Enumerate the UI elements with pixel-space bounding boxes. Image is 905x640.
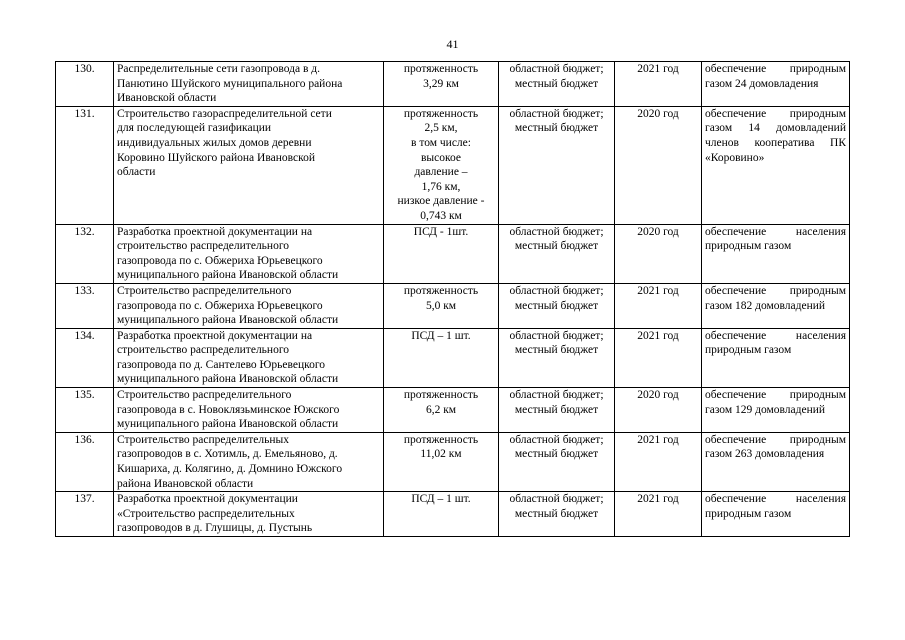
table-row	[56, 224, 850, 283]
cell-line: местный бюджет	[514, 344, 599, 357]
indicator	[384, 283, 499, 328]
cell-line: строительство распределительного	[117, 240, 290, 253]
project-name	[114, 328, 384, 387]
cell-line: местный бюджет	[514, 448, 599, 461]
cell-line: 6,2 км	[425, 403, 457, 416]
cell-line: областной бюджет;	[509, 284, 604, 297]
cell-line: Строительство газораспределительной сети	[117, 107, 332, 120]
cell-line: 0,743 км	[420, 209, 462, 222]
table-row	[56, 62, 850, 107]
cell-line: 5,0 км	[425, 299, 457, 312]
cell-line: муниципального района Ивановской области	[117, 269, 339, 282]
cell-line: Строительство распределительного	[117, 389, 292, 402]
cell-line: местный бюджет	[514, 77, 599, 90]
cell-line: областной бюджет;	[509, 63, 604, 75]
expected-result: обеспечение природным газом 182 домовладений	[702, 283, 850, 328]
cell-line: муниципального района Ивановской области	[117, 373, 339, 386]
cell-line: Разработка проектной документации на	[117, 225, 313, 238]
year: 2021 год	[615, 432, 702, 491]
row-number: 137.	[56, 492, 114, 537]
project-name	[114, 62, 384, 107]
year: 2021 год	[615, 62, 702, 107]
table-row	[56, 283, 850, 328]
project-name	[114, 224, 384, 283]
cell-line: областной бюджет;	[509, 493, 604, 506]
table-row	[56, 432, 850, 491]
row-number: 135.	[56, 388, 114, 433]
cell-line: давление –	[414, 166, 468, 179]
cell-line: Строительство распределительного	[117, 284, 292, 297]
table-row	[56, 492, 850, 537]
cell-line: протяженность	[403, 433, 479, 446]
cell-line: местный бюджет	[514, 240, 599, 253]
year: 2020 год	[615, 388, 702, 433]
funding-source	[499, 283, 615, 328]
cell-line: 1,76 км,	[421, 180, 461, 193]
cell-line: Панютино Шуйского муниципального района	[117, 77, 343, 90]
cell-line: ПСД – 1 шт.	[411, 329, 471, 342]
indicator	[384, 224, 499, 283]
indicator	[384, 328, 499, 387]
expected-result: обеспечение природным газом 129 домовладений	[702, 388, 850, 433]
cell-line: газопровода по с. Обжериха Юрьевецкого	[117, 254, 323, 267]
cell-line: газопровода по с. Обжериха Юрьевецкого	[117, 299, 323, 312]
cell-line: областной бюджет;	[509, 389, 604, 402]
row-number: 134.	[56, 328, 114, 387]
row-number: 132.	[56, 224, 114, 283]
cell-line: газопроводов в д. Глушицы, д. Пустынь	[117, 522, 313, 535]
cell-line: Разработка проектной документации на	[117, 329, 313, 342]
row-number: 136.	[56, 432, 114, 491]
cell-line: газопровода в с. Новоклязьминское Южского	[117, 403, 340, 416]
row-number: 133.	[56, 283, 114, 328]
table-body	[56, 62, 850, 537]
funding-source	[499, 432, 615, 491]
project-name	[114, 432, 384, 491]
cell-line: протяженность	[403, 284, 479, 297]
row-number: 130.	[56, 62, 114, 107]
cell-line: 11,02 км	[420, 448, 462, 461]
cell-line: областной бюджет;	[509, 433, 604, 446]
cell-line: индивидуальных жилых домов деревни	[117, 136, 312, 149]
funding-source	[499, 388, 615, 433]
row-number: 131.	[56, 106, 114, 224]
cell-line: строительство распределительного	[117, 344, 290, 357]
indicator	[384, 106, 499, 224]
cell-line: муниципального района Ивановской области	[117, 418, 339, 431]
year: 2021 год	[615, 328, 702, 387]
indicator	[384, 492, 499, 537]
expected-result: обеспечение природным газом 14 домовладений членов кооператива ПК «Коровино»	[702, 106, 850, 224]
year: 2020 год	[615, 106, 702, 224]
expected-result: обеспечение природным газом 24 домовладения	[702, 62, 850, 107]
cell-line: Строительство распределительных	[117, 433, 289, 446]
expected-result: обеспечение населения природным газом	[702, 492, 850, 537]
cell-line: областной бюджет;	[509, 329, 604, 342]
cell-line: Кишариха, д. Колягино, д. Домнино Южского	[117, 463, 343, 476]
cell-line: Распределительные сети газопровода в д.	[117, 63, 321, 75]
cell-line: 2,5 км,	[424, 122, 458, 135]
funding-source	[499, 224, 615, 283]
gasification-table	[55, 61, 850, 537]
cell-line: местный бюджет	[514, 299, 599, 312]
cell-line: района Ивановской области	[117, 477, 254, 490]
project-name	[114, 388, 384, 433]
cell-line: 3,29 км	[423, 77, 459, 90]
cell-line: протяженность	[403, 389, 479, 402]
cell-line: «Строительство распределительных	[117, 507, 295, 520]
cell-line: области	[117, 166, 156, 179]
funding-source	[499, 62, 615, 107]
cell-line: Разработка проектной документации	[117, 493, 298, 506]
cell-line: протяженность	[403, 63, 479, 75]
cell-line: низкое давление -	[397, 195, 485, 208]
cell-line: в том числе:	[411, 136, 471, 149]
expected-result: обеспечение природным газом 263 домовладения	[702, 432, 850, 491]
cell-line: местный бюджет	[514, 122, 599, 135]
project-name	[114, 283, 384, 328]
cell-line: муниципального района Ивановской области	[117, 314, 339, 327]
year: 2021 год	[615, 492, 702, 537]
table-row	[56, 388, 850, 433]
cell-line: газопровода по д. Сантелево Юрьевецкого	[117, 358, 326, 371]
indicator	[384, 62, 499, 107]
cell-line: Ивановской области	[117, 92, 217, 105]
cell-line: областной бюджет;	[509, 107, 604, 120]
page-number: 41	[446, 37, 459, 51]
expected-result: обеспечение населения природным газом	[702, 224, 850, 283]
cell-line: для последующей газификации	[117, 122, 272, 135]
cell-line: высокое	[420, 151, 461, 164]
cell-line: местный бюджет	[514, 507, 599, 520]
cell-line: местный бюджет	[514, 403, 599, 416]
project-name	[114, 106, 384, 224]
year: 2021 год	[615, 283, 702, 328]
indicator	[384, 432, 499, 491]
project-name	[114, 492, 384, 537]
funding-source	[499, 328, 615, 387]
cell-line: Коровино Шуйского района Ивановской	[117, 151, 315, 164]
funding-source	[499, 106, 615, 224]
year: 2020 год	[615, 224, 702, 283]
expected-result: обеспечение населения природным газом	[702, 328, 850, 387]
table-row	[56, 328, 850, 387]
table-row	[56, 106, 850, 224]
indicator	[384, 388, 499, 433]
cell-line: протяженность	[403, 107, 479, 120]
cell-line: ПСД – 1 шт.	[411, 493, 471, 506]
funding-source	[499, 492, 615, 537]
cell-line: газопроводов в с. Хотимль, д. Емельяново, д.	[117, 448, 338, 461]
cell-line: областной бюджет;	[509, 225, 604, 238]
cell-line: ПСД - 1шт.	[413, 225, 469, 238]
